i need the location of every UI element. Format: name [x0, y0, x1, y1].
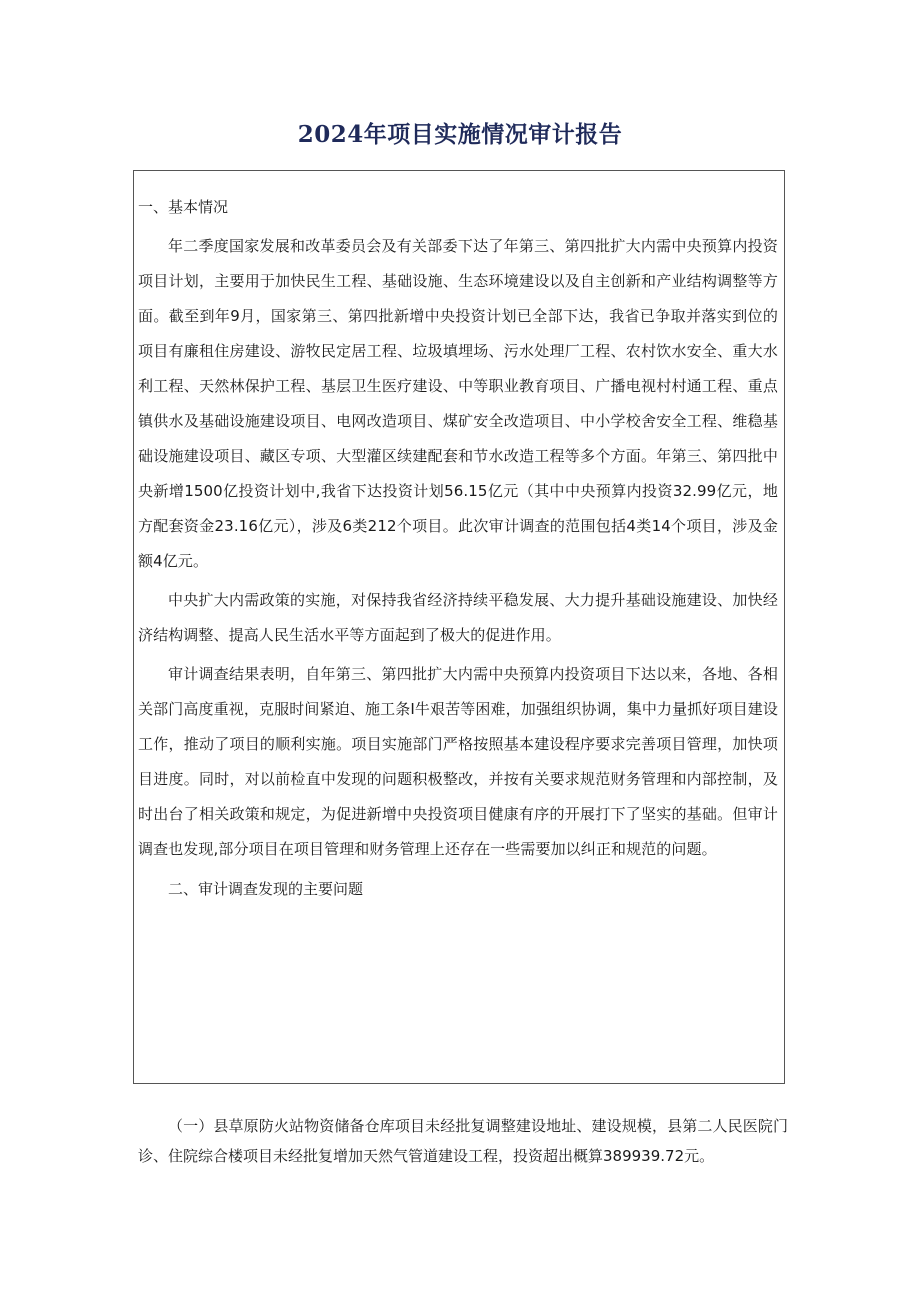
report-content-box: [133, 170, 785, 1084]
paragraph-background: 年二季度国家发展和改革委员会及有关部委下达了年第三、第四批扩大内需中央预算内投资项目计划，主要用于加快民生工程、基础设施、生态环境建设以及自主创新和产业结构调整等方面。截至到年9月，国家第三、第四批新增中央投资计划已全部下达，我省已争取并落实到位的项目有廉租住房建设、游牧民定居工程、垃圾填埋场、污水处理厂工程、农村饮水安全、重大水利工程、天然林保护工程、基层卫生医疗建设、中等职业教育项目、广播电视村村通工程、重点镇供水及基础设施建设项目、电网改造项目、煤矿安全改造项目、中小学校舍安全工程、维稳基础设施建设项目、藏区专项、大型灌区续建配套和节水改造工程等多个方面。年第三、第四批中央新增1500亿投资计划中,我省下达投资计划56.15亿元（其中中央预算内投资32.99亿元，地方配套资金23.16亿元），涉及6类212个项目。此次审计调查的范围包括4类14个项目，涉及金额4亿元。: [138, 237, 778, 570]
page-title: 2024年项目实施情况审计报告: [297, 121, 623, 148]
section-heading-main-issues: 二、审计调查发现的主要问题: [168, 880, 364, 898]
report-content-inner: [138, 185, 778, 911]
paragraph-policy-effect: 中央扩大内需政策的实施，对保持我省经济持续平稳发展、大力提升基础设施建设、加快经济结构调整、提高人民生活水平等方面起到了极大的促进作用。: [138, 591, 778, 644]
paragraph-issue-one: （一）县草原防火站物资储备仓库项目未经批复调整建设地址、建设规模，县第二人民医院门诊、住院综合楼项目未经批复增加天然气管道建设工程，投资超出概算389939.72元。: [138, 1117, 788, 1165]
paragraph-audit-results: 审计调查结果表明，自年第三、第四批扩大内需中央预算内投资项目下达以来，各地、各相关部门高度重视，克服时间紧迫、施工条I牛艰苦等困难，加强组织协调，集中力量抓好项目建设工作，推动了项目的顺利实施。项目实施部门严格按照基本建设程序要求完善项目管理，加快项目进度。同时，对以前检直中发现的问题积极整改，并按有关要求规范财务管理和内部控制，及时出台了相关政策和规定，为促进新增中央投资项目健康有序的开展打下了坚实的基础。但审计调查也发现,部分项目在项目管理和财务管理上还存在一些需要加以纠正和规范的问题。: [138, 665, 778, 858]
section-heading-basic-info: 一、基本情况: [138, 198, 229, 216]
